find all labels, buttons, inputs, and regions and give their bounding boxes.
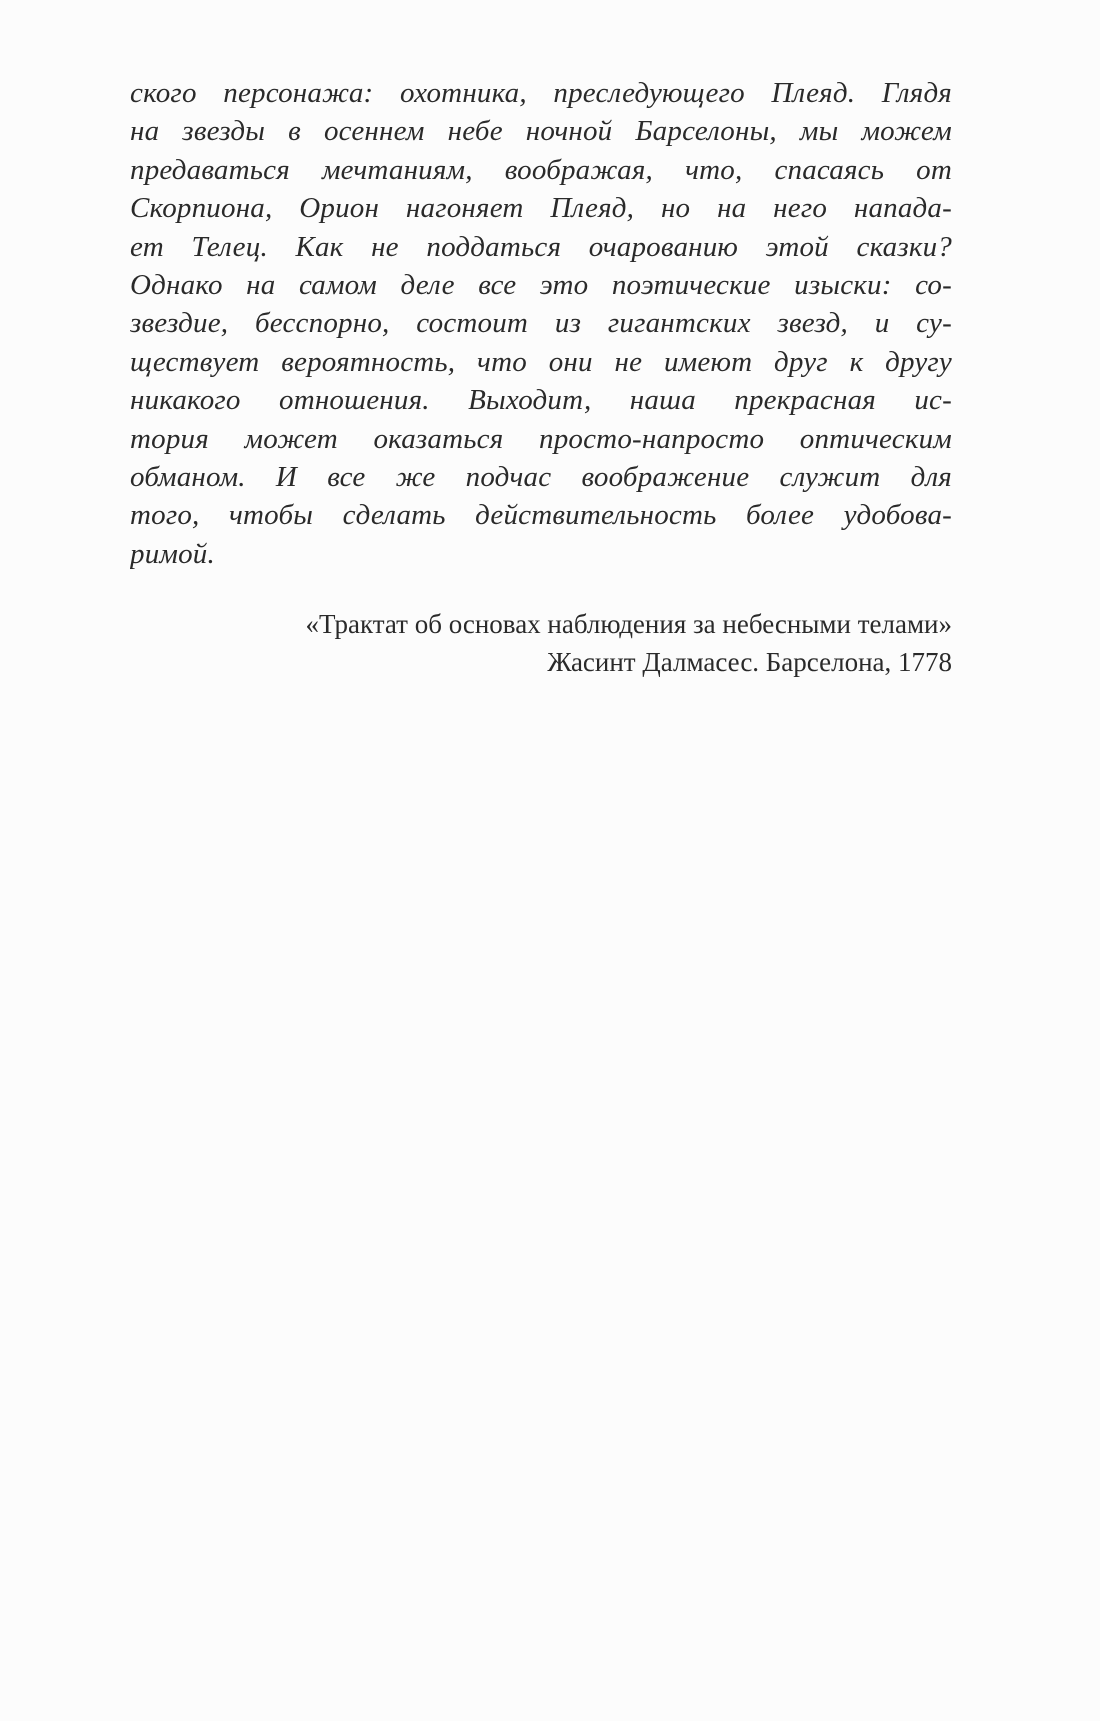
body-line: предаваться мечтаниям, воображая, что, спасаясь от — [130, 153, 952, 186]
attribution-title: «Трактат об основах наблюдения за небесными телами» — [305, 609, 952, 640]
body-line: Скорпиона, Орион нагоняет Плеяд, но на него напада- — [130, 192, 952, 225]
body-line: тория может оказаться просто-напросто оптическим — [130, 422, 952, 455]
body-line: ет Телец. Как не поддаться очарованию этой сказки? — [130, 230, 952, 263]
body-line: ществует вероятность, что они не имеют друг к другу — [130, 345, 952, 378]
body-line: того, чтобы сделать действительность более удобова- — [130, 499, 952, 532]
attribution-author: Жасинт Далмасес. Барселона, 1778 — [547, 647, 952, 678]
quote-attribution — [130, 605, 952, 681]
body-line: Однако на самом деле все это поэтические изыски: со- — [130, 268, 952, 301]
body-line: римой. — [130, 537, 215, 570]
body-line: никакого отношения. Выходит, наша прекрасная ис- — [130, 384, 952, 417]
body-paragraph — [130, 74, 952, 573]
body-line: на звезды в осеннем небе ночной Барселоны, мы можем — [130, 115, 952, 148]
body-line: ского персонажа: охотника, преследующего Плеяд. Глядя — [130, 77, 952, 109]
body-line: звездие, бесспорно, состоит из гигантских звезд, и су- — [130, 307, 952, 340]
text-block — [130, 74, 952, 681]
body-line: обманом. И все же подчас воображение служит для — [130, 460, 952, 493]
